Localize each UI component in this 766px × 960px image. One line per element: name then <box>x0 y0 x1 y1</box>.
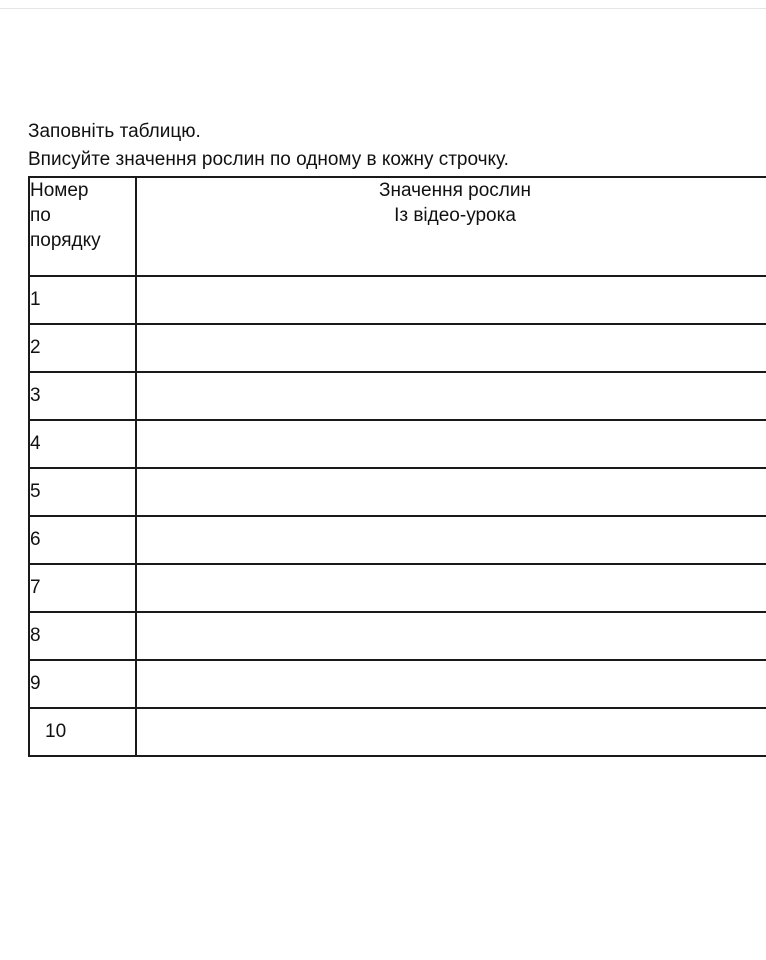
instruction-line-2: Вписуйте значення рослин по одному в кожну строчку. <box>28 149 509 170</box>
row-number: 7 <box>29 564 136 612</box>
header-meaning-line-2: Із відео-урока <box>394 205 516 226</box>
table-header-row <box>29 177 766 276</box>
header-meaning <box>136 177 766 276</box>
row-number: 5 <box>29 468 136 516</box>
plant-meaning-cell[interactable] <box>136 612 766 660</box>
row-number: 4 <box>29 420 136 468</box>
header-number-line-2: по <box>30 205 51 226</box>
instruction-line-1: Заповніть таблицю. <box>28 121 201 142</box>
plant-meaning-cell[interactable] <box>136 660 766 708</box>
table-row <box>29 564 766 612</box>
plant-meaning-cell[interactable] <box>136 372 766 420</box>
row-number: 9 <box>29 660 136 708</box>
table-row <box>29 468 766 516</box>
header-number <box>29 177 136 276</box>
row-number: 2 <box>29 324 136 372</box>
plant-meaning-cell[interactable] <box>136 564 766 612</box>
table-row <box>29 276 766 324</box>
plant-meaning-cell[interactable] <box>136 468 766 516</box>
row-number: 1 <box>29 276 136 324</box>
header-number-line-3: порядку <box>30 230 101 251</box>
plant-meaning-cell[interactable] <box>136 516 766 564</box>
header-meaning-line-1: Значення рослин <box>379 180 531 201</box>
instructions <box>28 118 509 174</box>
table-row <box>29 372 766 420</box>
table-row <box>29 660 766 708</box>
row-number: 6 <box>29 516 136 564</box>
plant-meaning-cell[interactable] <box>136 324 766 372</box>
plant-meaning-cell[interactable] <box>136 708 766 756</box>
row-number: 10 <box>29 708 136 756</box>
row-number: 3 <box>29 372 136 420</box>
header-number-line-1: Номер <box>30 180 89 201</box>
plant-meaning-cell[interactable] <box>136 420 766 468</box>
row-number: 8 <box>29 612 136 660</box>
table-row <box>29 708 766 756</box>
top-divider <box>0 8 766 9</box>
table-row <box>29 612 766 660</box>
table-row <box>29 420 766 468</box>
plant-meaning-cell[interactable] <box>136 276 766 324</box>
worksheet-table <box>28 176 766 757</box>
table-row <box>29 324 766 372</box>
table-row <box>29 516 766 564</box>
